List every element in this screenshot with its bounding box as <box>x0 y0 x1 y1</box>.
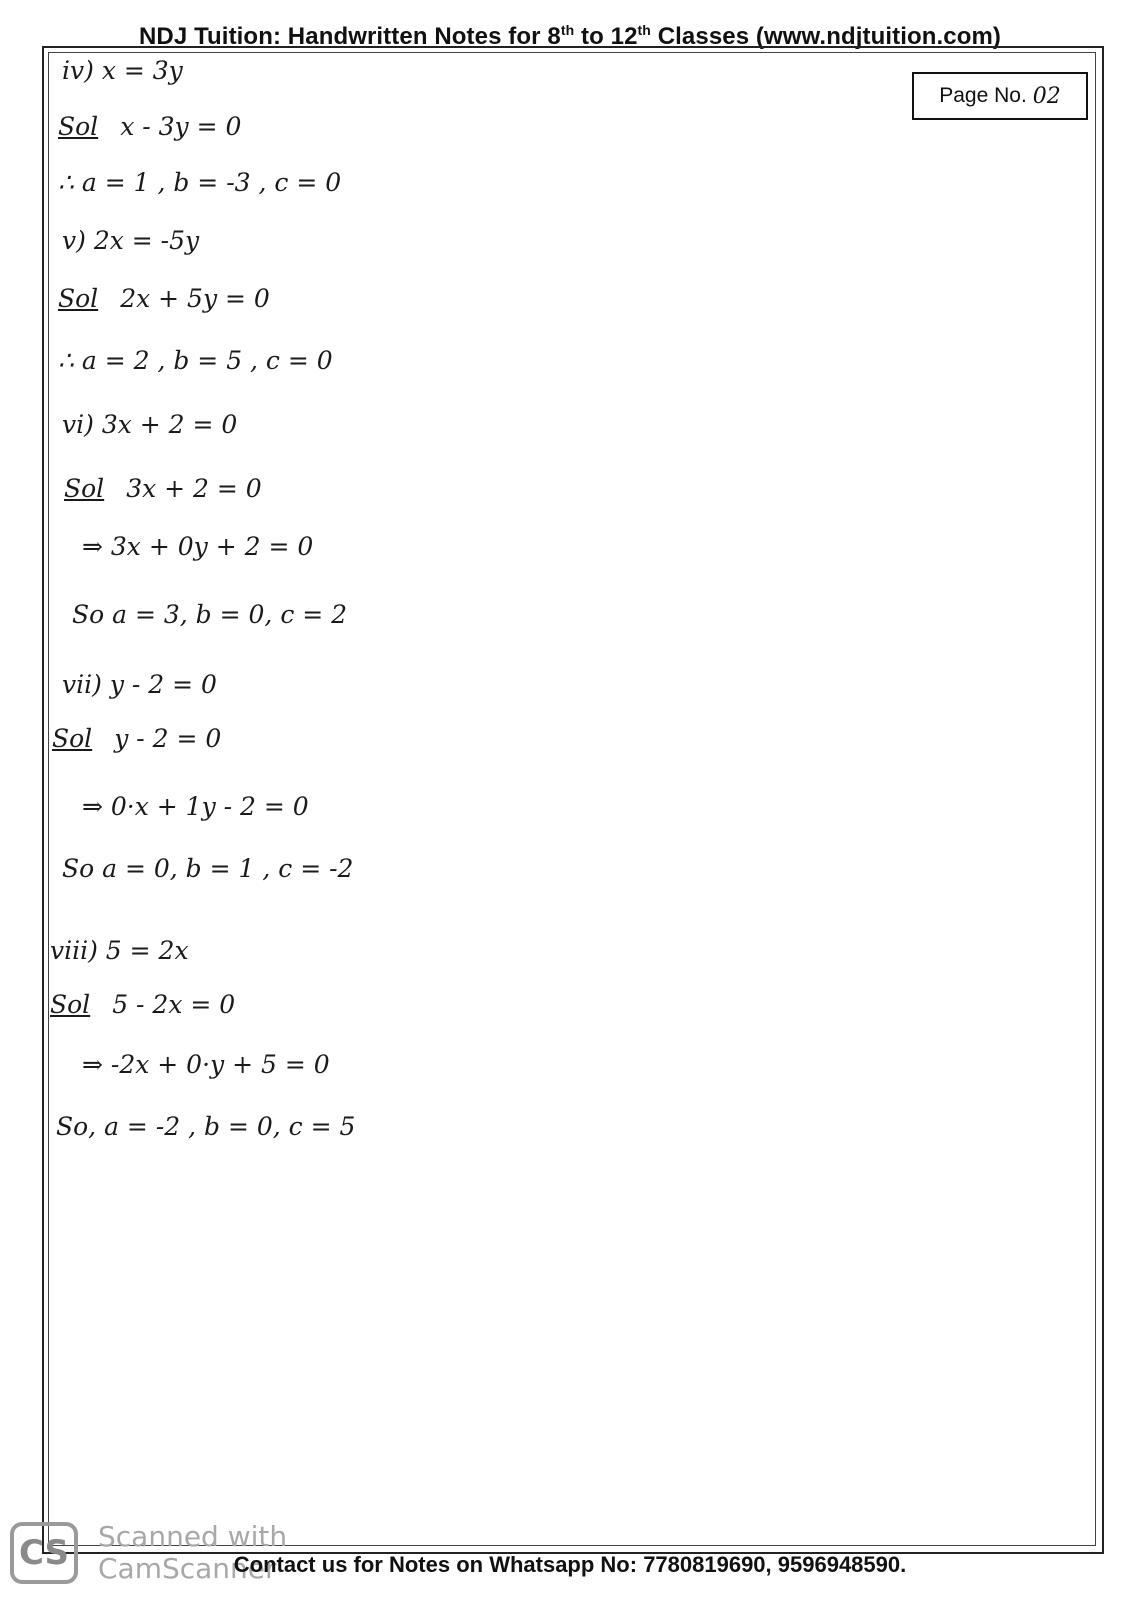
solution-vii-step2: ⇒ 0·x + 1y - 2 = 0 <box>82 792 309 821</box>
solution-vi-step1: Sol 3x + 2 = 0 <box>64 474 262 503</box>
document-header: NDJ Tuition: Handwritten Notes for 8th to 12th Classes (www.ndjtuition.com) <box>138 22 1001 50</box>
solution-vi-coefficients: So a = 3, b = 0, c = 2 <box>72 600 348 629</box>
solution-iv-coefficients: ∴ a = 1 , b = -3 , c = 0 <box>58 168 342 197</box>
page-number-label: Page No. <box>939 84 1027 107</box>
question-vii: vii) y - 2 = 0 <box>62 670 217 699</box>
question-v: v) 2x = -5y <box>62 226 200 255</box>
contact-footer: Contact us for Notes on Whatsapp No: 7780819690, 9596948590. <box>233 1552 907 1577</box>
solution-vi-step2: ⇒ 3x + 0y + 2 = 0 <box>82 532 314 561</box>
solution-iv-step1: Sol x - 3y = 0 <box>58 112 242 141</box>
sol-label: Sol <box>64 474 105 503</box>
solution-viii-coefficients: So, a = -2 , b = 0, c = 5 <box>56 1112 356 1141</box>
sol-label: Sol <box>52 724 93 753</box>
solution-v-coefficients: ∴ a = 2 , b = 5 , c = 0 <box>58 346 333 375</box>
question-vi: vi) 3x + 2 = 0 <box>62 410 238 439</box>
watermark-line1: Scanned with <box>98 1520 288 1553</box>
page-number-box <box>912 72 1088 120</box>
watermark-line2: CamScanner <box>98 1552 277 1585</box>
camscanner-logo-icon: CS <box>10 1522 78 1584</box>
sol-label: Sol <box>50 990 91 1019</box>
solution-v-step1: Sol 2x + 5y = 0 <box>58 284 270 313</box>
sol-label: Sol <box>58 112 99 141</box>
solution-vii-coefficients: So a = 0, b = 1 , c = -2 <box>62 854 354 883</box>
page-number: 02 <box>1032 83 1061 109</box>
solution-viii-step2: ⇒ -2x + 0·y + 5 = 0 <box>82 1050 330 1079</box>
sol-label: Sol <box>58 284 99 313</box>
question-viii: viii) 5 = 2x <box>50 936 189 965</box>
solution-vii-step1: Sol y - 2 = 0 <box>52 724 222 753</box>
question-iv: iv) x = 3y <box>62 56 183 85</box>
solution-viii-step1: Sol 5 - 2x = 0 <box>50 990 236 1019</box>
